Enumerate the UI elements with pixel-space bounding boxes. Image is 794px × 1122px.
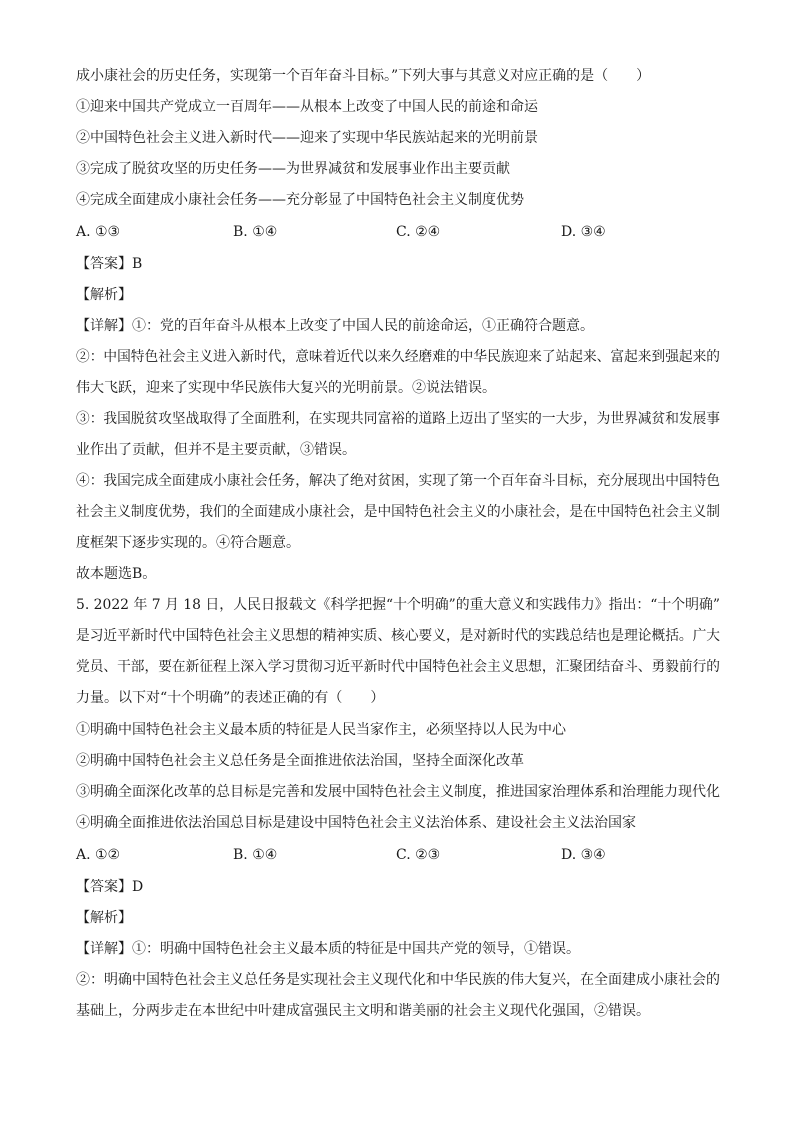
q4-answer: 【答案】B — [76, 256, 143, 272]
q5-option-b: B. ①④ — [233, 847, 278, 863]
q4-analysis-line: 度框架下逐步实现的。④符合题意。 — [76, 535, 300, 551]
q5-analysis-label: 【解析】 — [76, 910, 132, 926]
q4-item-4: ④完成全面建成小康社会任务——充分彰显了中国特色社会主义制度优势 — [76, 192, 524, 208]
q4-conclusion: 故本题选B。 — [76, 566, 157, 582]
q5-option-d: D. ③④ — [561, 847, 606, 863]
q4-analysis-line: 伟大飞跃，迎来了实现中华民族伟大复兴的光明前景。②说法错误。 — [76, 380, 496, 396]
q4-analysis-line: ④：我国完成全面建成小康社会任务，解决了绝对贫困，实现了第一个百年奋斗目标，充分展现出中国特色 — [76, 473, 720, 489]
q4-analysis-line: 【详解】①：党的百年奋斗从根本上改变了中国人民的前途命运，①正确符合题意。 — [76, 318, 594, 334]
q5-item-4: ④明确全面推进依法治国总目标是建设中国特色社会主义法治体系、建设社会主义法治国家 — [76, 815, 636, 831]
q4-option-a: A. ①③ — [76, 224, 121, 240]
q4-item-1: ①迎来中国共产党成立一百周年——从根本上改变了中国人民的前途和命运 — [76, 99, 538, 115]
q5-answer: 【答案】D — [76, 879, 144, 895]
q5-item-2: ②明确中国特色社会主义总任务是全面推进依法治国，坚持全面深化改革 — [76, 753, 524, 769]
q4-analysis-line: ③：我国脱贫攻坚战取得了全面胜利，在实现共同富裕的道路上迈出了坚实的一大步，为世界减贫和发展事 — [76, 411, 720, 427]
q4-option-b: B. ①④ — [233, 224, 278, 240]
q4-analysis-line: ②：中国特色社会主义进入新时代，意味着近代以来久经磨难的中华民族迎来了站起来、富起来到强起来的 — [76, 349, 720, 365]
q5-option-c: C. ②③ — [396, 847, 441, 863]
q4-stem: 成小康社会的历史任务，实现第一个百年奋斗目标。”下列大事与其意义对应正确的是（ ） — [76, 68, 651, 84]
q5-item-3: ③明确全面深化改革的总目标是完善和发展中国特色社会主义制度，推进国家治理体系和治理能力现代化 — [76, 784, 720, 800]
q5-analysis-line: 基础上，分两步走在本世纪中叶建成富强民主文明和谐美丽的社会主义现代化强国，②错误。 — [76, 1003, 650, 1019]
q4-analysis-line: 业作出了贡献，但并不是主要贡献，③错误。 — [76, 442, 356, 458]
q4-option-c: C. ②④ — [396, 224, 441, 240]
q5-stem-line: 党员、干部，要在新征程上深入学习贯彻习近平新时代中国特色社会主义思想，汇聚团结奋斗、勇毅前行的 — [76, 659, 720, 675]
q5-stem-line: 5. 2022 年 7 月 18 日，人民日报载文《科学把握“十个明确”的重大意义和实践伟力》指出：“十个明确” — [76, 597, 721, 613]
q5-item-1: ①明确中国特色社会主义最本质的特征是人民当家作主，必须坚持以人民为中心 — [76, 722, 566, 738]
q5-stem-line: 是习近平新时代中国特色社会主义思想的精神实质、核心要义，是对新时代的实践总结也是理论概括。广大 — [76, 628, 720, 644]
q4-item-2: ②中国特色社会主义进入新时代——迎来了实现中华民族站起来的光明前景 — [76, 130, 538, 146]
q5-analysis-line: 【详解】①：明确中国特色社会主义最本质的特征是中国共产党的领导，①错误。 — [76, 941, 580, 957]
q5-stem-line: 力量。以下对“十个明确”的表述正确的有（ ） — [76, 690, 385, 706]
q5-analysis-line: ②：明确中国特色社会主义总任务是实现社会主义现代化和中华民族的伟大复兴，在全面建成小康社会的 — [76, 972, 720, 988]
q4-analysis-label: 【解析】 — [76, 287, 132, 303]
q5-option-a: A. ①② — [76, 847, 121, 863]
q4-item-3: ③完成了脱贫攻坚的历史任务——为世界减贫和发展事业作出主要贡献 — [76, 161, 510, 177]
q4-option-d: D. ③④ — [561, 224, 606, 240]
q4-analysis-line: 社会主义制度优势，我们的全面建成小康社会，是中国特色社会主义的小康社会，是在中国特色社会主义制 — [76, 504, 720, 520]
